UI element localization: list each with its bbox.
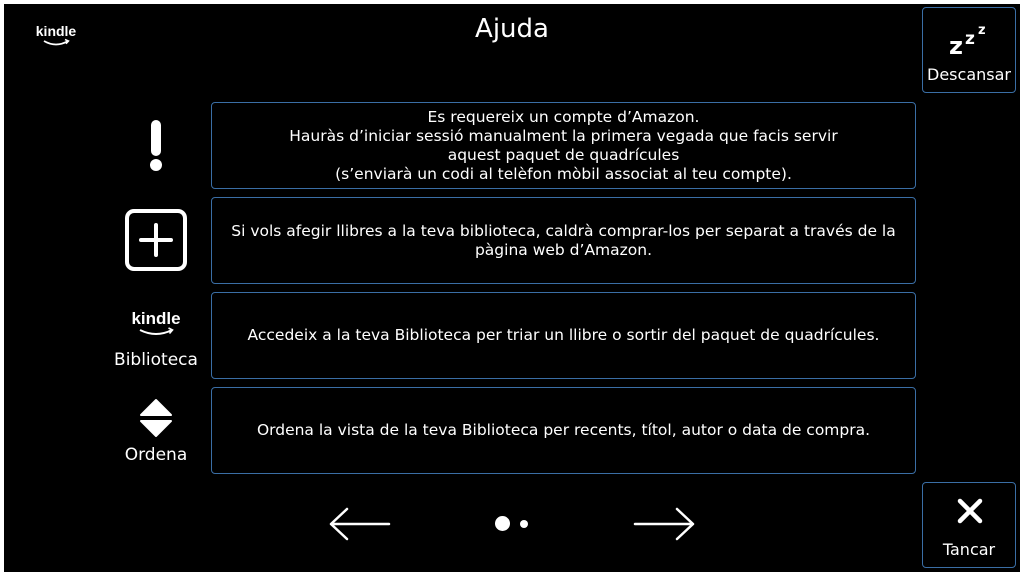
- help-card-account: [211, 102, 916, 189]
- kindle-logo: [32, 22, 80, 52]
- help-screen: [4, 4, 1020, 572]
- svg-text:z: z: [949, 32, 963, 56]
- page-title: Ajuda: [475, 14, 549, 44]
- svg-text:z: z: [978, 23, 986, 38]
- row-icon-sort: [96, 398, 216, 468]
- arrow-right-icon: [632, 504, 698, 544]
- close-x-icon: [956, 497, 984, 525]
- sort-updown-icon: [96, 398, 216, 438]
- help-card-text: Si vols afegir llibres a la teva biblioteca, caldrà comprar-los per separat a través de la pàgina web d’Amazon.: [231, 221, 896, 259]
- help-card-text: Es requereix un compte d’Amazon. Hauràs d’iniciar sessió manualment la primera vegada que facis servir aquest paquet de quadrícules (s’enviarà un codi al telèfon mòbil associat al teu compte).: [289, 107, 838, 183]
- svg-text:kindle: kindle: [131, 309, 181, 328]
- close-button-label: Tancar: [942, 540, 996, 559]
- help-card-add-books: [211, 197, 916, 284]
- row-icon-add-books: [96, 208, 216, 272]
- sleep-zzz-icon: [947, 20, 993, 56]
- help-card-sort: [211, 387, 916, 474]
- sleep-button[interactable]: [922, 7, 1016, 93]
- help-card-text: Accedeix a la teva Biblioteca per triar un llibre o sortir del paquet de quadrícules.: [247, 326, 880, 344]
- close-button[interactable]: [922, 482, 1016, 568]
- svg-text:z: z: [965, 29, 975, 49]
- sleep-button-label: Descansar: [927, 65, 1011, 84]
- sort-caption: Ordena: [124, 445, 188, 465]
- row-icon-library: [96, 304, 216, 374]
- row-icon-account: [96, 116, 216, 178]
- plus-box-icon: [96, 208, 216, 272]
- kindle-logo-icon: [96, 304, 216, 340]
- help-card-library: [211, 292, 916, 379]
- page-indicator-dot: [520, 520, 528, 528]
- library-caption: Biblioteca: [114, 350, 198, 370]
- next-page-button[interactable]: [632, 504, 698, 544]
- exclamation-icon: [96, 116, 216, 178]
- previous-page-button[interactable]: [326, 504, 392, 544]
- kindle-logo-text: kindle: [35, 23, 77, 39]
- help-card-text: Ordena la vista de la teva Biblioteca per recents, títol, autor o data de compra.: [256, 421, 871, 439]
- page-indicator-active-dot: [495, 516, 510, 531]
- arrow-left-icon: [326, 504, 392, 544]
